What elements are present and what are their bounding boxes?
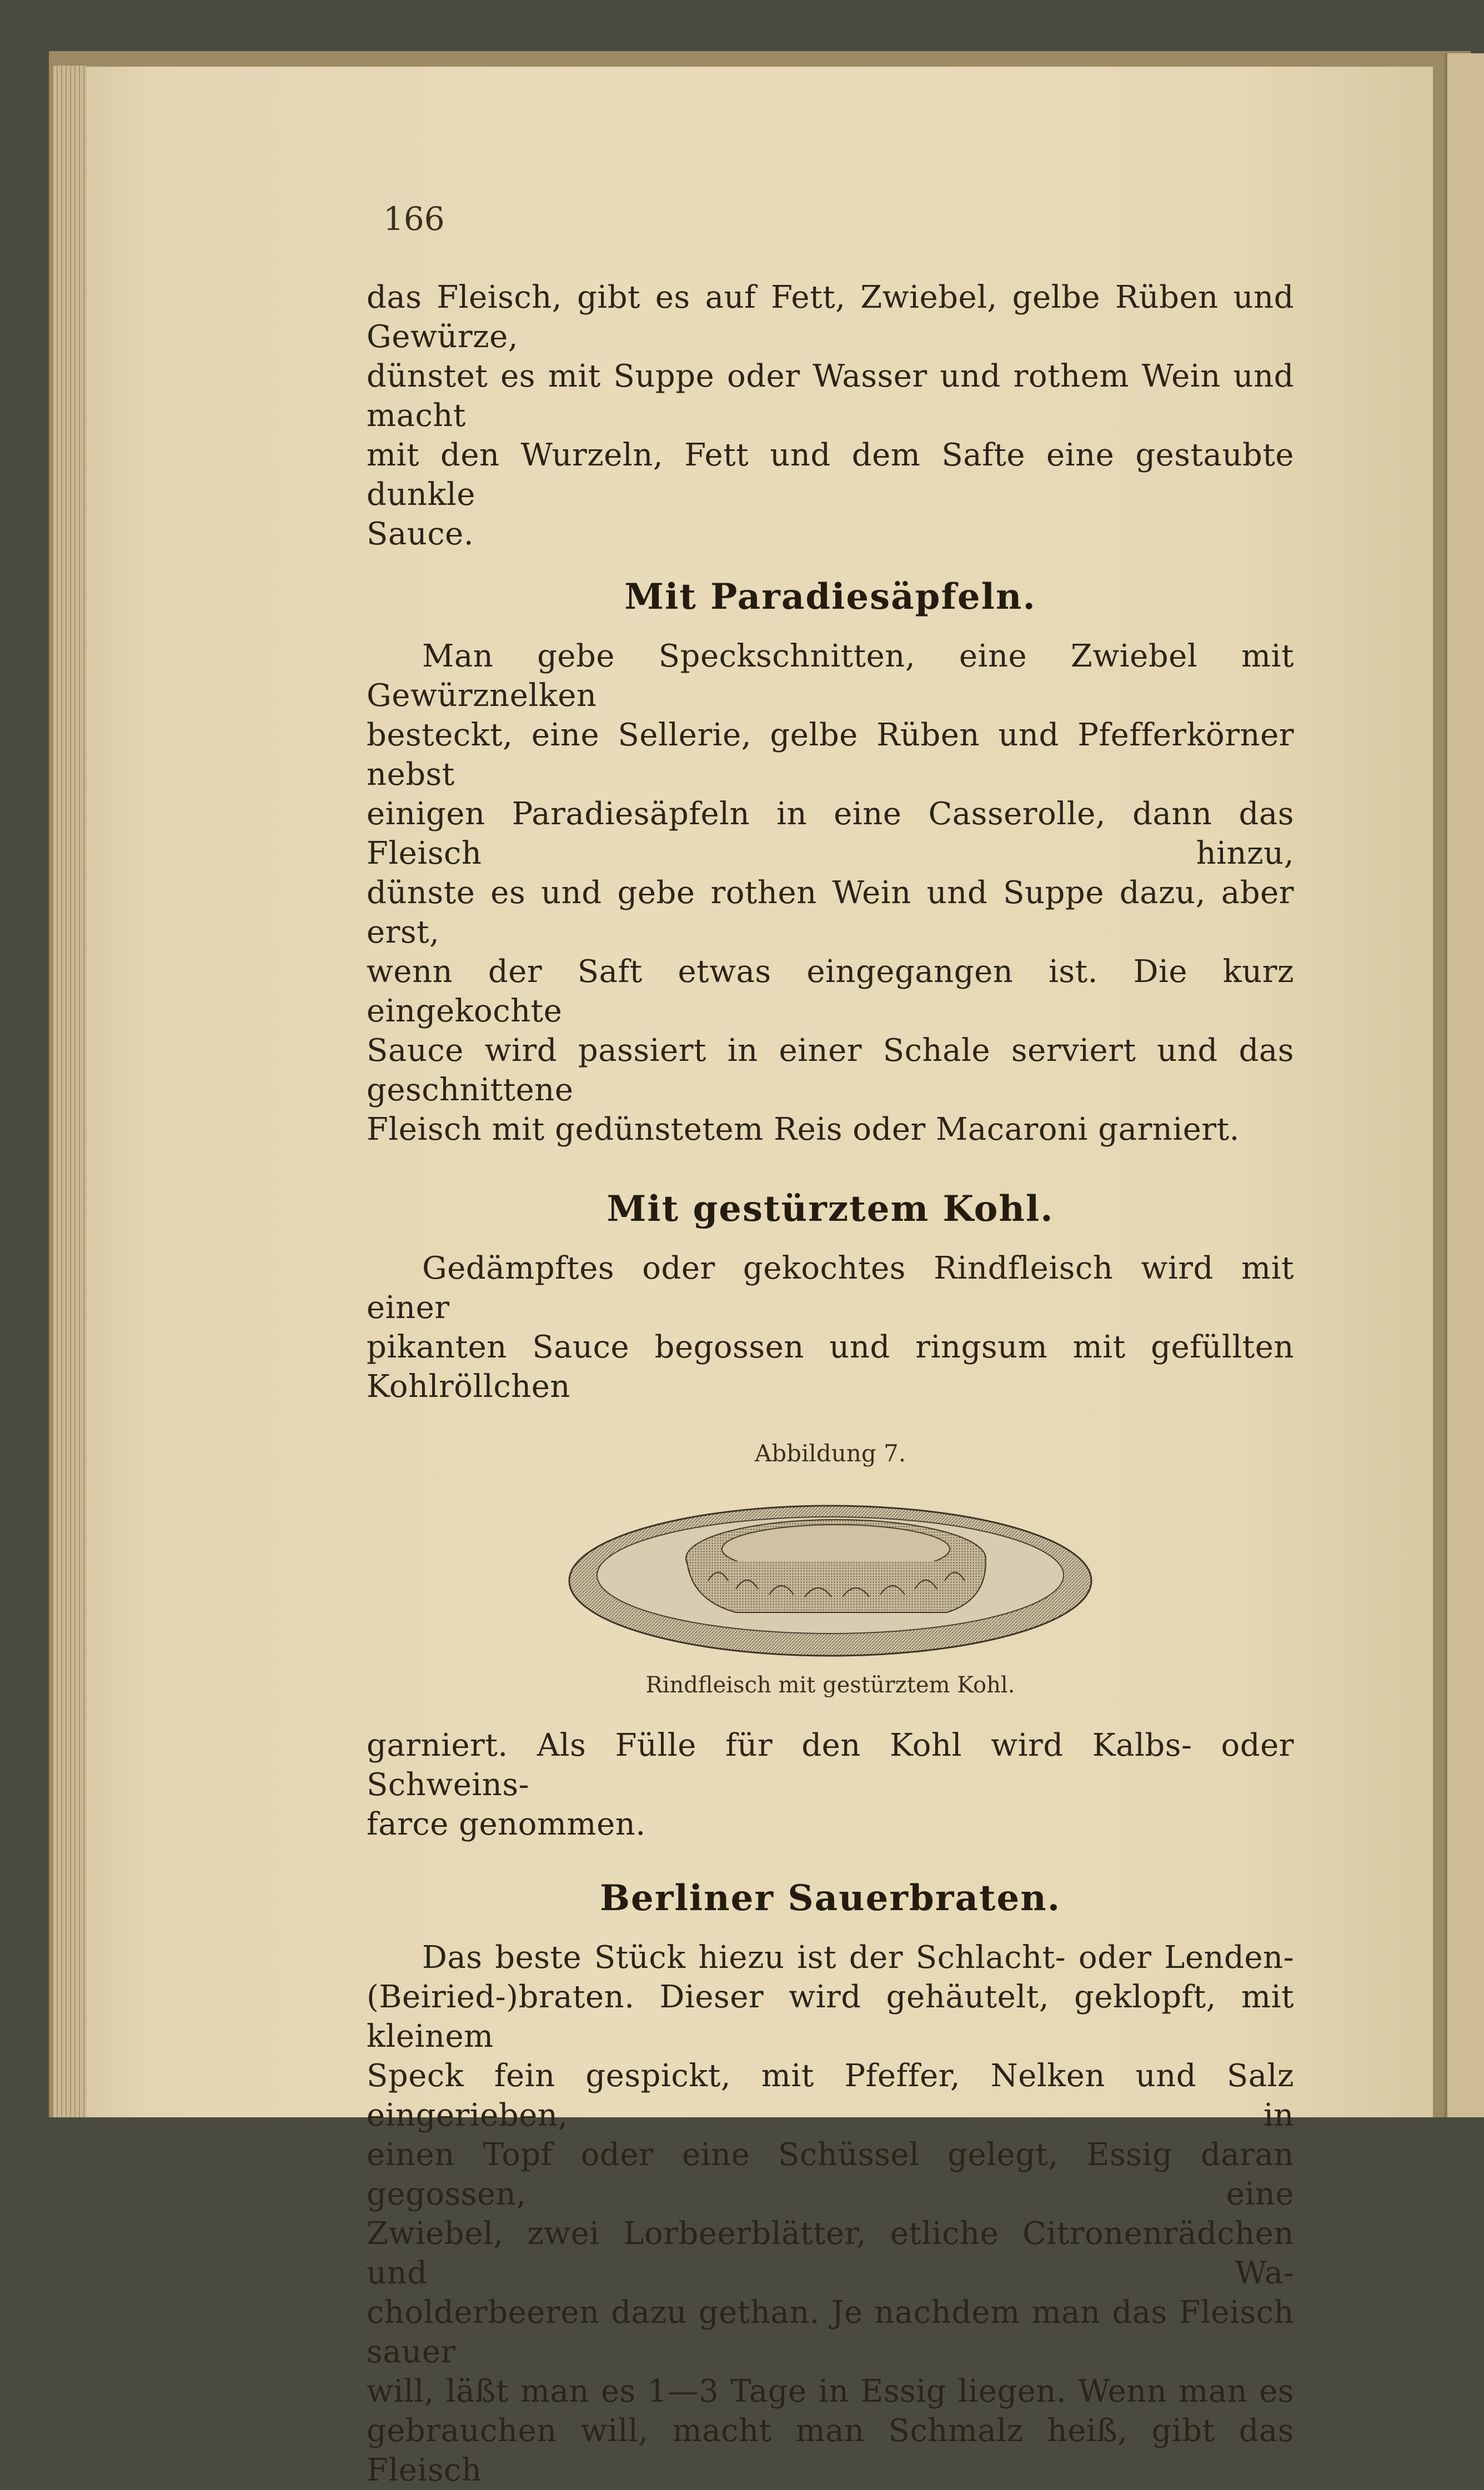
page-number: 166 bbox=[383, 200, 445, 238]
text-line: dünstet es mit Suppe oder Wasser und rothem Wein und macht bbox=[367, 358, 1294, 434]
figure-label: Abbildung 7. bbox=[754, 1440, 906, 1467]
text-line: Gedämpftes oder gekochtes Rindfleisch wird mit einer bbox=[367, 1250, 1294, 1326]
platter-illustration bbox=[558, 1484, 1102, 1661]
paragraph-paradiesaepfeln bbox=[367, 637, 1294, 1149]
text-line: Sauce wird passiert in einer Schale serviert und das geschnittene bbox=[367, 1033, 1294, 1108]
text-line: dünste es und gebe rothen Wein und Suppe dazu, aber erst, bbox=[367, 875, 1294, 950]
section-heading-paradiesaepfeln: Mit Paradiesäpfeln. bbox=[624, 576, 1036, 618]
text-line: will, läßt man es 1—3 Tage in Essig liegen. Wenn man es bbox=[367, 2373, 1294, 2409]
section-heading-gestuerztem-kohl: Mit gestürztem Kohl. bbox=[606, 1188, 1054, 1230]
text-line: das Fleisch, gibt es auf Fett, Zwiebel, gelbe Rüben und Gewürze, bbox=[367, 279, 1294, 355]
text-line: garniert. Als Fülle für den Kohl wird Kalbs- oder Schweins- bbox=[367, 1727, 1294, 1803]
facing-page-edge bbox=[1444, 53, 1484, 2117]
section-heading-berliner-sauerbraten: Berliner Sauerbraten. bbox=[599, 1877, 1061, 1919]
paragraph-gestuerztem-kohl bbox=[367, 1249, 1294, 1406]
page-content bbox=[367, 206, 1294, 2490]
page-stack-edge bbox=[53, 66, 87, 2117]
text-line: gebrauchen will, macht man Schmalz heiß, gibt das Fleisch bbox=[367, 2413, 1294, 2488]
text-line: Fleisch mit gedünstetem Reis oder Macaroni garniert. bbox=[367, 1111, 1240, 1148]
text-line: einen Topf oder eine Schüssel gelegt, Essig daran gegossen, eine bbox=[367, 2137, 1294, 2212]
paragraph-continuation bbox=[367, 278, 1294, 554]
paragraph-garniert bbox=[367, 1726, 1294, 1844]
text-line: mit den Wurzeln, Fett und dem Safte eine gestaubte dunkle bbox=[367, 437, 1294, 513]
text-line: einigen Paradiesäpfeln in eine Casserolle, dann das Fleisch hinzu, bbox=[367, 796, 1294, 871]
text-line: Sauce. bbox=[367, 516, 474, 552]
text-line: Man gebe Speckschnitten, eine Zwiebel mit Gewürznelken bbox=[367, 638, 1294, 714]
text-line: besteckt, eine Sellerie, gelbe Rüben und Pfefferkörner nebst bbox=[367, 717, 1294, 793]
text-line: Das beste Stück hiezu ist der Schlacht- oder Lenden- bbox=[422, 1940, 1294, 1976]
text-line: (Beiried-)braten. Dieser wird gehäutelt, geklopft, mit kleinem bbox=[367, 1979, 1294, 2055]
text-line: pikanten Sauce begossen und ringsum mit gefüllten Kohlröllchen bbox=[367, 1329, 1294, 1405]
paragraph-berliner-sauerbraten bbox=[367, 1938, 1294, 2490]
text-line: wenn der Saft etwas eingegangen ist. Die kurz eingekochte bbox=[367, 954, 1294, 1029]
text-line: Speck fein gespickt, mit Pfeffer, Nelken und Salz eingerieben, in bbox=[367, 2058, 1294, 2133]
figure-caption: Rindfleisch mit gestürztem Kohl. bbox=[645, 1672, 1015, 1698]
text-line: Zwiebel, zwei Lorbeerblätter, etliche Citronenrädchen und Wa- bbox=[367, 2216, 1294, 2291]
text-line: cholderbeeren dazu gethan. Je nachdem man das Fleisch sauer bbox=[367, 2294, 1294, 2370]
text-line: farce genommen. bbox=[367, 1806, 646, 1842]
